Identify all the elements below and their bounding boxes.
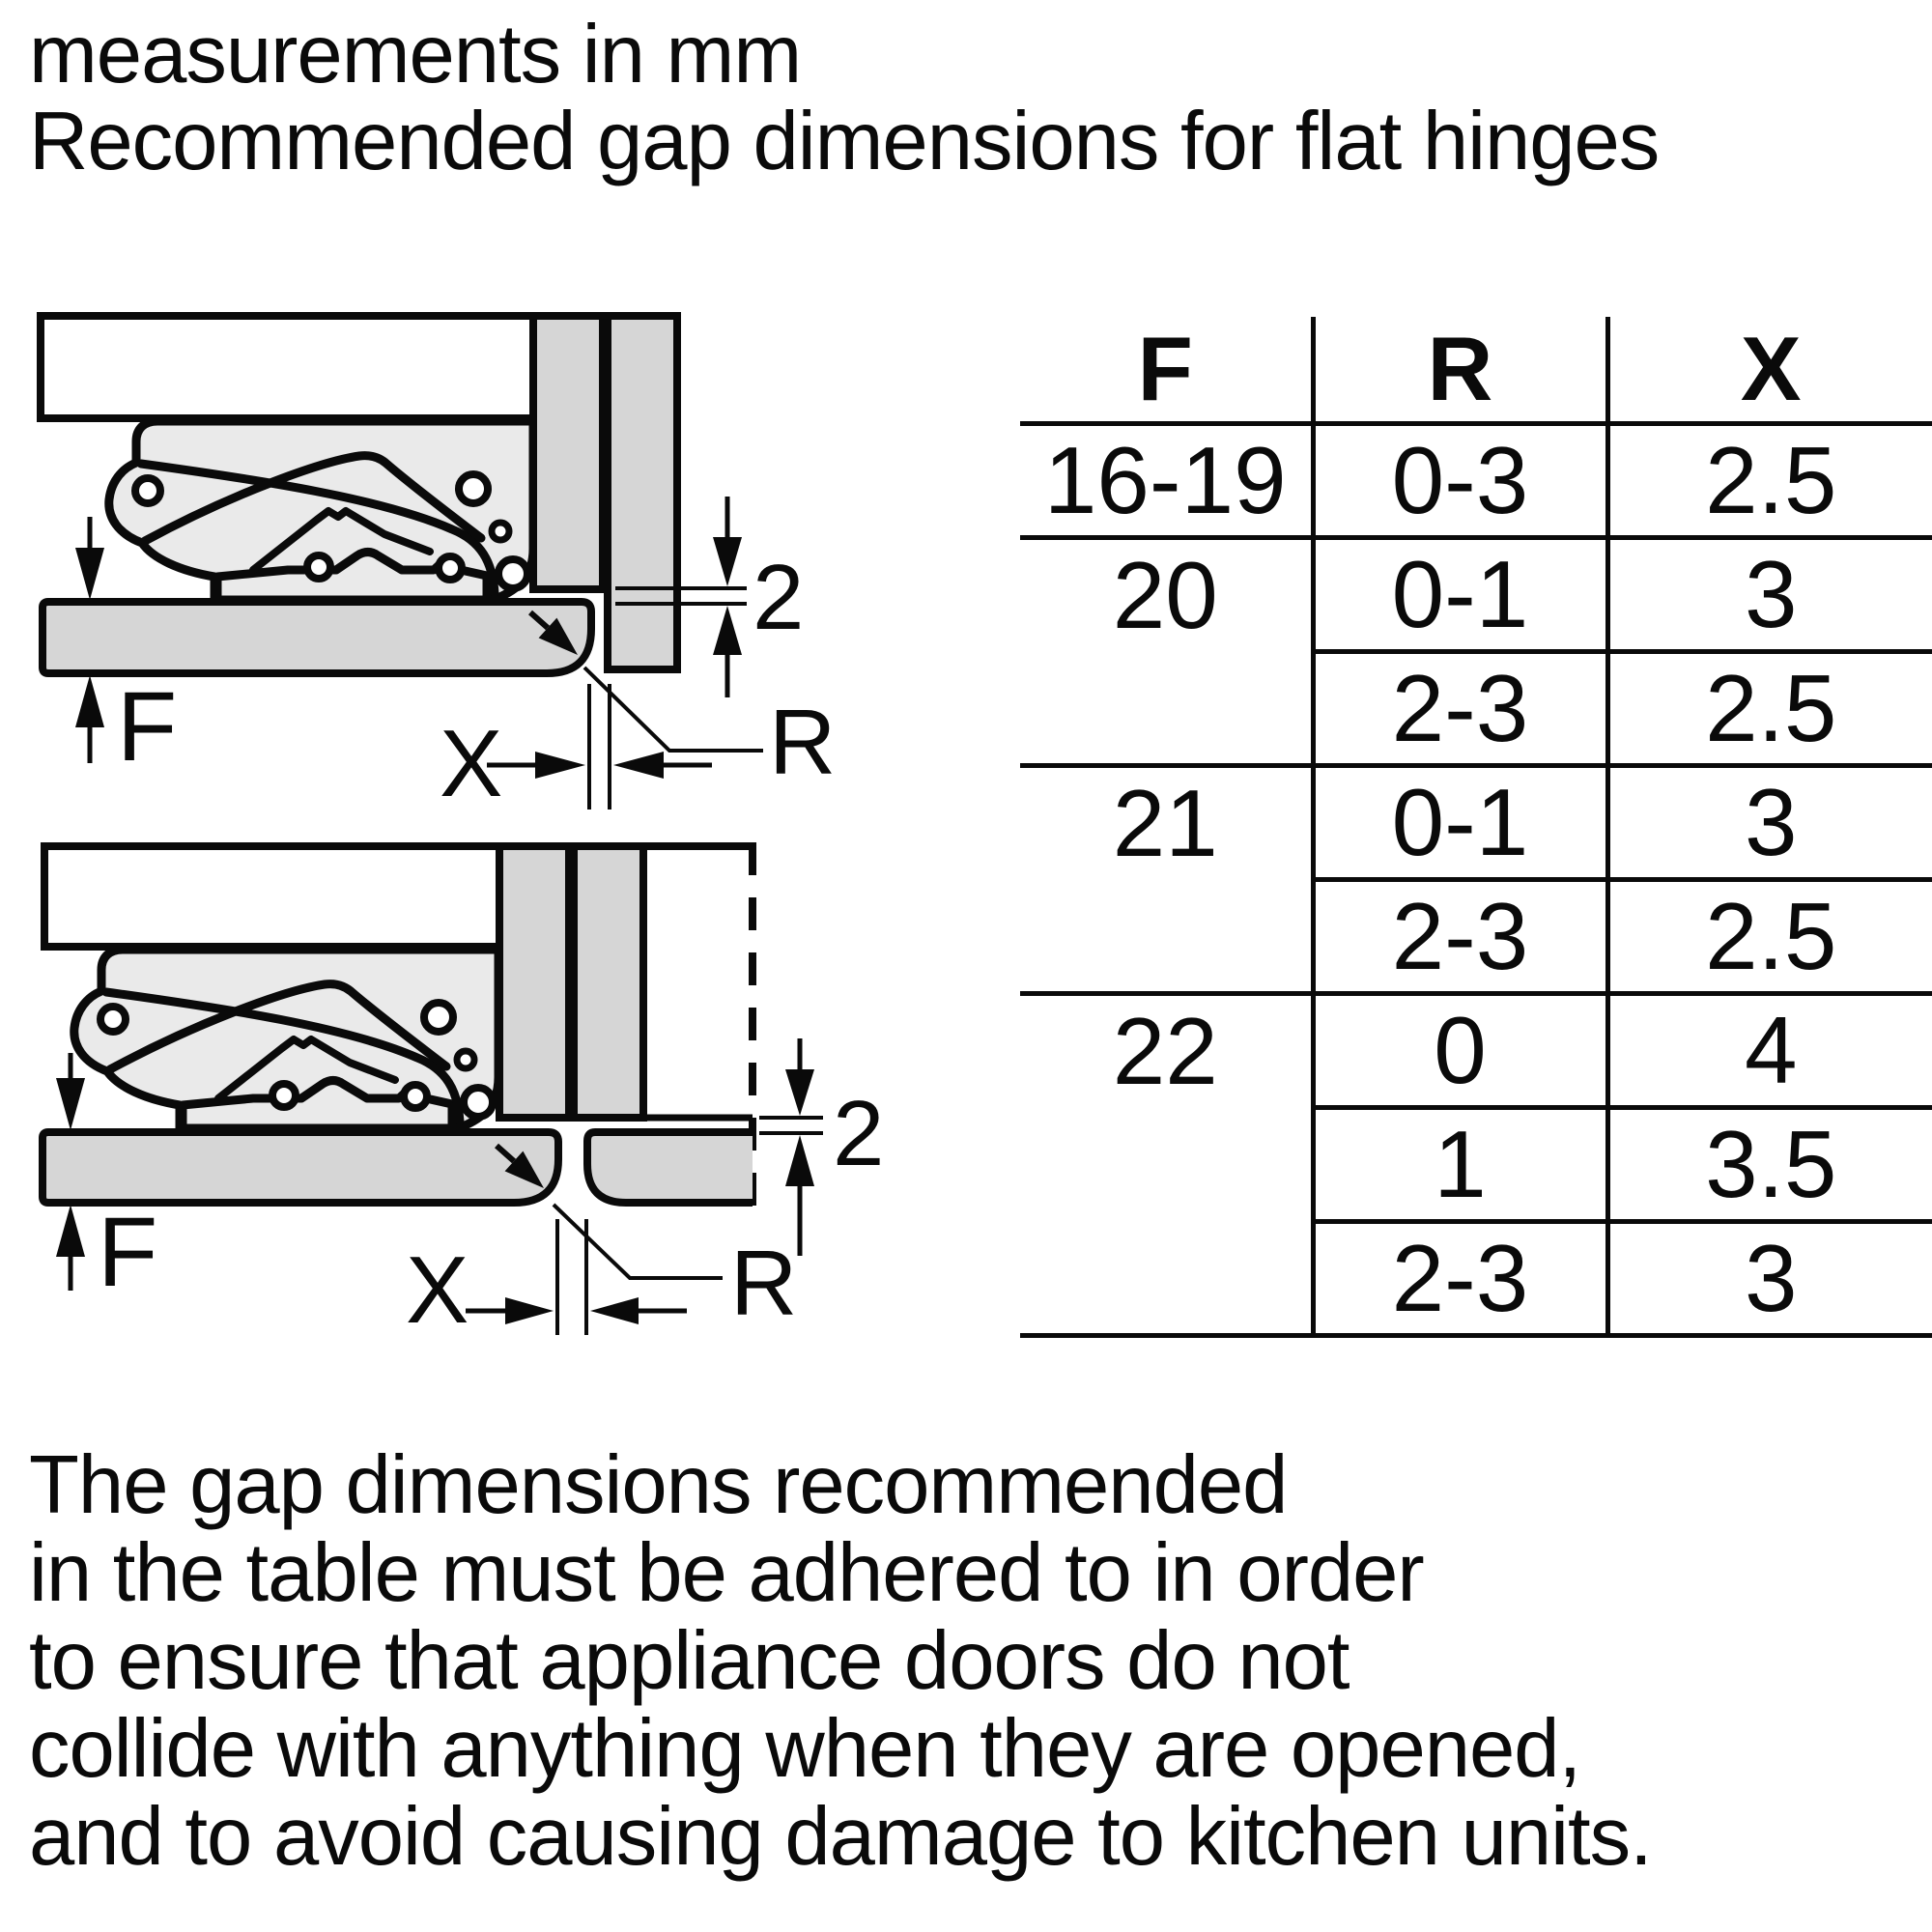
cell-r: 1 xyxy=(1313,1108,1607,1222)
appliance-door xyxy=(43,602,591,673)
cabinet-side-panel xyxy=(533,316,603,589)
label-X: X xyxy=(440,710,503,816)
cell-x: 2.5 xyxy=(1607,880,1932,994)
cell-f: 22 xyxy=(1112,998,1218,1105)
furniture-door-panel xyxy=(608,316,677,669)
cell-x: 3.5 xyxy=(1607,1108,1932,1222)
column-header-X: X xyxy=(1607,317,1932,424)
table-row xyxy=(1020,1222,1932,1336)
diagram-flat-hinge-recess xyxy=(41,316,836,816)
diagram-flat-hinge-flush xyxy=(43,842,884,1343)
label-gap-2: 2 xyxy=(833,1082,885,1185)
table-row xyxy=(1020,766,1932,880)
cell-f xyxy=(1020,880,1313,994)
cell-x: 3 xyxy=(1607,538,1932,652)
dimension-gap-2 xyxy=(759,1038,884,1256)
label-F: F xyxy=(98,1197,158,1307)
cell-r: 2-3 xyxy=(1313,652,1607,766)
label-R: R xyxy=(769,691,837,794)
table-row xyxy=(1020,652,1932,766)
cabinet-top-panel xyxy=(41,316,533,418)
cell-r: 2-3 xyxy=(1313,1222,1607,1336)
flat-hinge xyxy=(74,950,498,1128)
label-R: R xyxy=(730,1232,798,1335)
cabinet-top-panel xyxy=(44,846,499,947)
table-header-row xyxy=(1020,317,1932,424)
footer-line: and to avoid causing damage to kitchen units. xyxy=(29,1791,1652,1883)
cell-r: 0-1 xyxy=(1313,538,1607,652)
cabinet-side-panel xyxy=(499,846,569,1118)
table-row xyxy=(1020,424,1932,538)
cell-r: 0-3 xyxy=(1313,424,1607,538)
furniture-door xyxy=(587,1132,753,1203)
title-line-recommendation: Recommended gap dimensions for flat hinges xyxy=(29,96,1660,187)
title-line-units: measurements in mm xyxy=(29,9,802,100)
cell-r: 2-3 xyxy=(1313,880,1607,994)
footer-line: to ensure that appliance doors do not xyxy=(29,1615,1350,1707)
cell-f: 21 xyxy=(1112,770,1218,877)
footer-line: The gap dimensions recommended xyxy=(29,1439,1288,1531)
appliance-door xyxy=(43,1132,558,1203)
flat-hinge xyxy=(109,421,533,600)
table-row xyxy=(1020,994,1932,1108)
footer-note xyxy=(29,1441,1652,1881)
cell-f xyxy=(1020,1108,1313,1222)
label-F: F xyxy=(117,671,178,781)
gap-dimension-table xyxy=(1020,317,1932,1338)
cell-r: 0-1 xyxy=(1313,766,1607,880)
cell-f xyxy=(1020,1222,1313,1336)
cell-x: 2.5 xyxy=(1607,424,1932,538)
column-header-F: F xyxy=(1137,318,1193,419)
cell-x: 3 xyxy=(1607,1222,1932,1336)
gap-dimension-table-wrap xyxy=(1020,317,1932,1338)
cell-x: 3 xyxy=(1607,766,1932,880)
cell-x: 2.5 xyxy=(1607,652,1932,766)
table-row xyxy=(1020,880,1932,994)
label-X: X xyxy=(406,1236,469,1343)
dimension-X xyxy=(406,1219,687,1343)
column-header-R: R xyxy=(1313,317,1607,424)
cell-r: 0 xyxy=(1313,994,1607,1108)
cell-f xyxy=(1020,652,1313,766)
cell-f: 20 xyxy=(1112,542,1218,649)
table-row xyxy=(1020,538,1932,652)
furniture-panel xyxy=(574,846,643,1118)
cell-f: 16-19 xyxy=(1020,424,1313,538)
footer-line: collide with anything when they are opened, xyxy=(29,1703,1581,1795)
cell-x: 4 xyxy=(1607,994,1932,1108)
label-gap-2: 2 xyxy=(753,546,805,649)
footer-line: in the table must be adhered to in order xyxy=(29,1527,1424,1619)
table-row xyxy=(1020,1108,1932,1222)
